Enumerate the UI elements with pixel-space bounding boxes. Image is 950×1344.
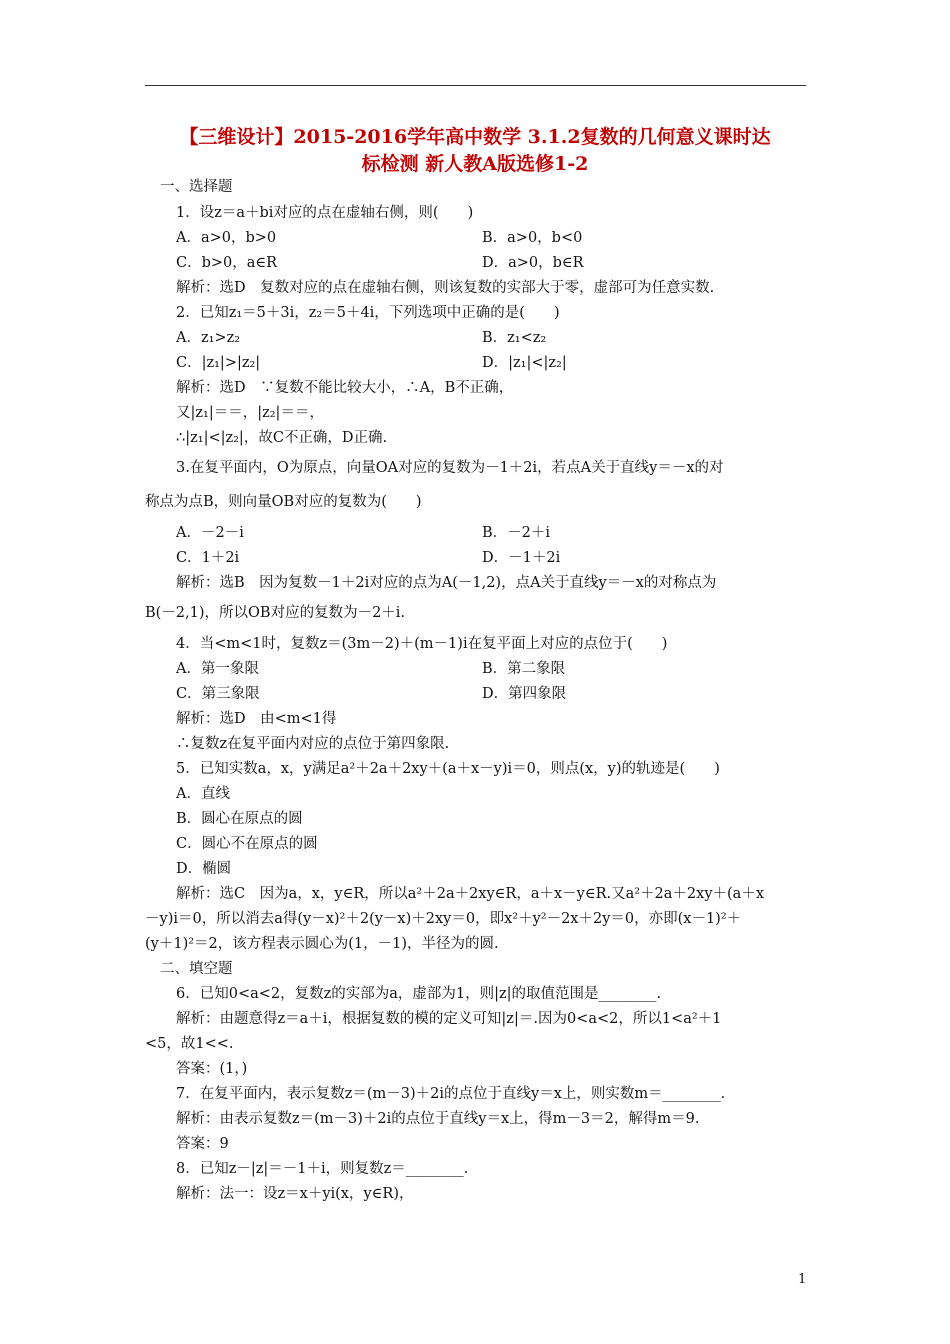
q2-option-b: B．z₁<z₂ [482,330,547,346]
q5-option-c: C．圆心不在原点的圆 [176,836,318,852]
section-heading-fill: 二、填空题 [160,961,233,977]
q7-stem: 7．在复平面内，表示复数z＝(m－3)＋2i的点位于直线y＝x上，则实数m＝________. [176,1086,726,1102]
q3-analysis-2: B(－2,1)，所以OB对应的复数为－2＋i. [145,605,406,621]
q2-stem: 2．已知z₁＝5＋3i，z₂＝5＋4i，下列选项中正确的是( ) [176,305,560,321]
q4-option-b: B．第二象限 [482,661,566,677]
section-heading-choice: 一、选择题 [160,179,233,195]
q1-option-d: D．a>0，b∈R [482,255,584,271]
q4-stem: 4．当<m<1时，复数z＝(3m－2)＋(m－1)i在复平面上对应的点位于( ) [176,636,668,652]
q2-analysis-2: 又|z₁|＝＝，|z₂|＝＝， [176,405,324,421]
q2-option-c: C．|z₁|>|z₂| [176,355,261,371]
q3-stem-2: 称点为点B，则向量OB对应的复数为( ) [145,494,422,510]
q2-analysis-3: ∴|z₁|<|z₂|，故C不正确，D正确. [176,430,388,446]
q5-analysis-1: 解析：选C 因为a，x，y∈R，所以a²＋2a＋2xy∈R，a＋x－y∈R.又a²＋2a＋2xy＋(a＋x [176,886,765,902]
q6-stem: 6．已知0<a<2，复数z的实部为a，虚部为1，则|z|的取值范围是________. [176,986,662,1002]
q3-stem-1: 3.在复平面内，O为原点，向量OA对应的复数为－1＋2i，若点A关于直线y＝－x的对 [176,460,724,476]
q3-analysis-1: 解析：选B 因为复数－1＋2i对应的点为A(－1,2)，点A关于直线y＝－x的对称点为 [176,575,717,591]
document-title-line2: 标检测 新人教A版选修1-2 [361,153,589,175]
q7-answer: 答案：9 [176,1136,229,1152]
q4-analysis-2: ∴复数z在复平面内对应的点位于第四象限. [176,736,450,752]
q1-option-b: B．a>0，b<0 [482,230,583,246]
document-title-line1: 【三维设计】2015-2016学年高中数学 3.1.2复数的几何意义课时达 [179,126,771,148]
q2-option-d: D．|z₁|<|z₂| [482,355,567,371]
q8-analysis: 解析：法一：设z＝x＋yi(x，y∈R)， [176,1186,414,1202]
q3-option-b: B．－2＋i [482,525,551,541]
q6-analysis-2: <5，故1<<. [145,1036,234,1052]
q2-analysis-1: 解析：选D ∵复数不能比较大小，∴A，B不正确， [176,380,514,396]
q5-option-a: A．直线 [176,786,230,802]
q6-answer: 答案：(1，) [176,1061,248,1077]
q1-analysis: 解析：选D 复数对应的点在虚轴右侧，则该复数的实部大于零，虚部可为任意实数. [176,280,715,296]
q7-analysis: 解析：由表示复数z＝(m－3)＋2i的点位于直线y＝x上，得m－3＝2，解得m＝9. [176,1111,700,1127]
q2-option-a: A．z₁>z₂ [176,330,241,346]
q5-option-d: D．椭圆 [176,861,232,877]
q5-stem: 5．已知实数a，x，y满足a²＋2a＋2xy＋(a＋x－y)i＝0，则点(x，y)的轨迹是( ) [176,761,720,777]
q1-stem: 1．设z＝a＋bi对应的点在虚轴右侧，则( ) [176,205,474,221]
q4-option-d: D．第四象限 [482,686,567,702]
q8-stem: 8．已知z－|z|＝－1＋i，则复数z＝________. [176,1161,469,1177]
q6-analysis-1: 解析：由题意得z＝a＋i，根据复数的模的定义可知|z|＝.因为0<a<2，所以1<a²＋1 [176,1011,722,1027]
q5-analysis-3: (y＋1)²＝2，该方程表示圆心为(1，－1)，半径为的圆. [145,936,499,952]
q5-option-b: B．圆心在原点的圆 [176,811,303,827]
q3-option-d: D．－1＋2i [482,550,561,566]
header-rule [145,85,806,86]
q4-option-c: C．第三象限 [176,686,260,702]
q1-option-a: A．a>0，b>0 [176,230,277,246]
q3-option-c: C．1＋2i [176,550,240,566]
q4-analysis-1: 解析：选D 由<m<1得 [176,711,337,727]
q5-analysis-2: －y)i＝0，所以消去a得(y－x)²＋2(y－x)＋2xy＝0，即x²＋y²－2x＋2y＝0，亦即(x－1)²＋ [145,911,742,927]
q4-option-a: A．第一象限 [176,661,259,677]
page-number: 1 [798,1272,807,1287]
q3-option-a: A．－2－i [176,525,244,541]
q1-option-c: C．b>0，a∈R [176,255,278,271]
